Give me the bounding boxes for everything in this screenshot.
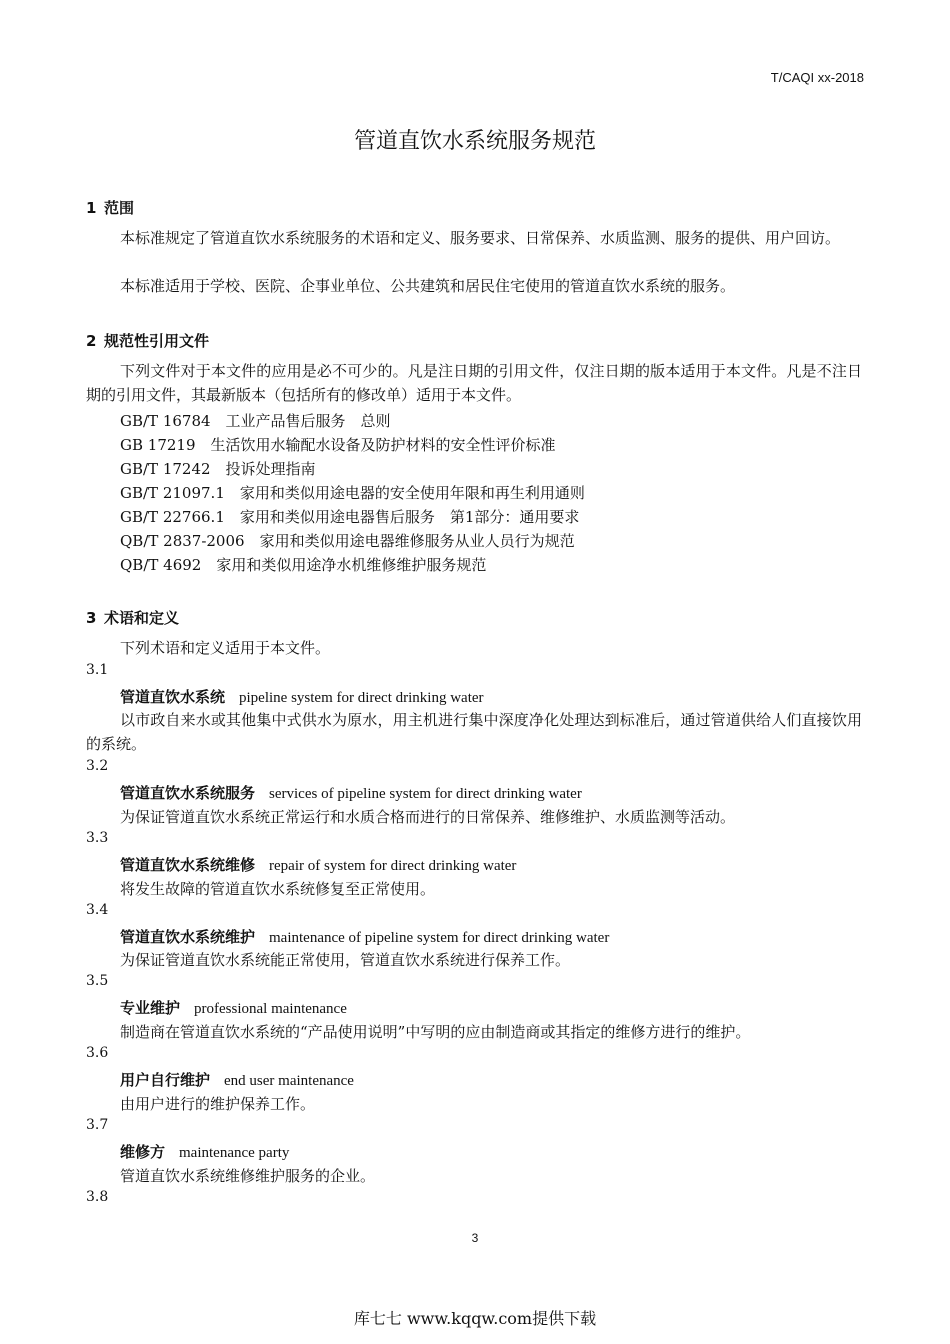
term-chinese: 用户自行维护 <box>120 1071 211 1089</box>
term-number: 3.7 <box>86 1117 109 1133</box>
term-chinese: 管道直饮水系统维护 <box>120 928 256 946</box>
term-definition: 将发生故障的管道直饮水系统修复至正常使用。 <box>120 880 436 898</box>
term-heading <box>120 686 484 707</box>
term-number: 3.8 <box>86 1189 109 1205</box>
section-title: 范围 <box>104 199 135 217</box>
term-number: 3.4 <box>86 902 109 918</box>
term-english: pipeline system for direct drinking water <box>239 690 484 706</box>
term-definition: 为保证管道直饮水系统能正常使用，管道直饮水系统进行保养工作。 <box>120 951 571 969</box>
section-1-paragraph: 本标准规定了管道直饮水系统服务的术语和定义、服务要求、日常保养、水质监测、服务的提供、用户回访。 <box>120 229 841 247</box>
term-heading <box>120 926 609 947</box>
term-number: 3.2 <box>86 758 109 774</box>
term-heading <box>120 1141 289 1162</box>
term-definition: 制造商在管道直饮水系统的“产品使用说明”中写明的应由制造商或其指定的维修方进行的维护。 <box>120 1023 751 1041</box>
term-definition: 为保证管道直饮水系统正常运行和水质合格而进行的日常保养、维修维护、水质监测等活动。 <box>120 808 736 826</box>
section-1-heading <box>86 197 134 218</box>
term-english: services of pipeline system for direct drinking water <box>269 786 582 802</box>
section-2-heading <box>86 330 209 351</box>
reference-item: QB/T 2837-2006 家用和类似用途电器维修服务从业人员行为规范 <box>120 532 575 550</box>
term-english: maintenance party <box>179 1145 290 1161</box>
term-chinese: 维修方 <box>120 1143 166 1161</box>
reference-item: GB/T 22766.1 家用和类似用途电器售后服务 第1部分：通用要求 <box>120 508 580 526</box>
term-english: repair of system for direct drinking water <box>269 858 517 874</box>
document-title: 管道直饮水系统服务规范 <box>353 129 596 154</box>
term-chinese: 管道直饮水系统服务 <box>120 784 256 802</box>
term-chinese: 专业维护 <box>120 999 181 1017</box>
download-footer: 库七七 www.kqqw.com提供下载 <box>353 1309 597 1328</box>
section-title: 规范性引用文件 <box>104 332 210 350</box>
term-heading <box>120 782 582 803</box>
section-number: 1 <box>86 199 97 217</box>
term-definition: 由用户进行的维护保养工作。 <box>120 1095 316 1113</box>
reference-item: QB/T 4692 家用和类似用途净水机维修维护服务规范 <box>120 556 487 574</box>
term-chinese: 管道直饮水系统维修 <box>120 856 256 874</box>
section-number: 2 <box>86 332 97 350</box>
section-3-intro: 下列术语和定义适用于本文件。 <box>120 639 331 657</box>
term-number: 3.1 <box>86 662 109 678</box>
section-1-paragraph: 本标准适用于学校、医院、企事业单位、公共建筑和居民住宅使用的管道直饮水系统的服务。 <box>120 277 736 295</box>
term-heading <box>120 854 516 875</box>
term-definition: 管道直饮水系统维修维护服务的企业。 <box>120 1167 376 1185</box>
section-title: 术语和定义 <box>104 609 180 627</box>
term-chinese: 管道直饮水系统 <box>120 688 226 706</box>
section-3-heading <box>86 607 179 628</box>
term-number: 3.5 <box>86 973 109 989</box>
term-definition: 以市政自来水或其他集中式供水为原水，用主机进行集中深度净化处理达到标准后，通过管道供给人们直接饮用的系统。 <box>86 711 862 753</box>
term-heading <box>120 1069 354 1090</box>
reference-item: GB 17219 生活饮用水输配水设备及防护材料的安全性评价标准 <box>120 436 556 454</box>
section-2-intro: 下列文件对于本文件的应用是必不可少的。凡是注日期的引用文件，仅注日期的版本适用于本文件。凡是不注日期的引用文件，其最新版本（包括所有的修改单）适用于本文件。 <box>86 362 862 404</box>
term-number: 3.3 <box>86 830 109 846</box>
term-english: maintenance of pipeline system for direct drinking water <box>269 930 610 946</box>
term-heading <box>120 997 347 1018</box>
standard-code: T/CAQI xx-2018 <box>770 70 864 85</box>
reference-item: GB/T 17242 投诉处理指南 <box>120 460 316 478</box>
reference-item: GB/T 16784 工业产品售后服务 总则 <box>120 412 391 430</box>
reference-item: GB/T 21097.1 家用和类似用途电器的安全使用年限和再生利用通则 <box>120 484 585 502</box>
section-number: 3 <box>86 609 97 627</box>
term-number: 3.6 <box>86 1045 109 1061</box>
page-number: 3 <box>471 1231 479 1245</box>
term-english: end user maintenance <box>224 1073 354 1089</box>
term-english: professional maintenance <box>194 1001 347 1017</box>
